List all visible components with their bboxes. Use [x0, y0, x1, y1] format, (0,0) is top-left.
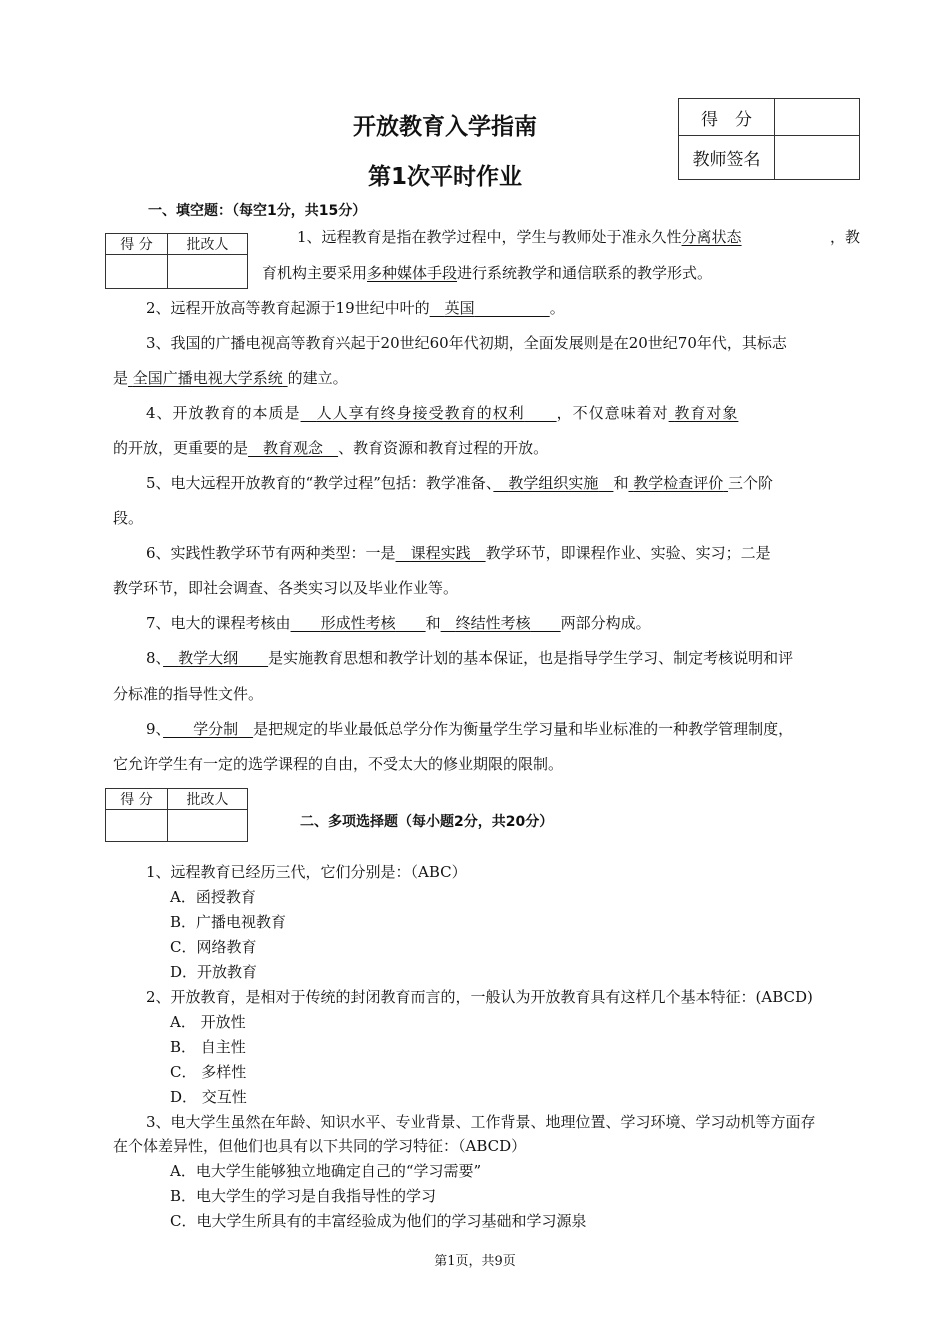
answer-blank: 教育对象 — [674, 404, 739, 422]
q6-line-b: 教学环节，即社会调查、各类实习以及毕业作业等。 — [113, 579, 459, 597]
doc-title: 开放教育入学指南 — [353, 114, 537, 140]
q3-line-a: 3、我国的广播电视高等教育兴起于20世纪60年代初期，全面发展则是在20世纪70年代，其标志 — [146, 334, 787, 352]
mc-q1-option-d: D．开放教育 — [170, 963, 258, 981]
mc-q2-option-b: B． 自主性 — [170, 1038, 246, 1056]
answer-blank: 全国广播电视大学系统 — [132, 369, 283, 387]
teacher-sign-cell[interactable] — [775, 136, 860, 180]
mc-q3-stem-a: 3、电大学生虽然在年龄、知识水平、专业背景、工作背景、地理位置、学习环境、学习动机等方面存 — [146, 1113, 816, 1131]
section1-heading: 一、填空题：（每空1分，共15分） — [148, 203, 367, 219]
grader-box-1 — [105, 233, 248, 289]
q9-line-a: 9、 学分制 是把规定的毕业最低总学分作为衡量学生学习量和毕业标准的一种教学管理制度， — [146, 720, 794, 738]
grader-cell[interactable] — [168, 810, 248, 842]
q5-line-b: 段。 — [113, 509, 144, 527]
answer-blank: 课程实践 — [410, 544, 471, 562]
answer-blank: 教育观念 — [263, 439, 324, 457]
grader-label: 批改人 — [168, 789, 248, 810]
mc-q1-stem: 1、远程教育已经历三代，它们分别是：（ABC） — [146, 863, 467, 881]
mc-q2-option-c: C． 多样性 — [170, 1063, 247, 1081]
mc-q2-option-d: D． 交互性 — [170, 1088, 247, 1106]
answer-blank: 形成性考核 — [320, 614, 396, 632]
page-footer: 第1页，共9页 — [434, 1254, 516, 1269]
answer-blank: 多种媒体手段 — [367, 264, 458, 282]
answer-blank: 人人享有终身接受教育的权利 — [316, 404, 525, 422]
q1-line-b: 育机构主要采用多种媒体手段进行系统教学和通信联系的教学形式。 — [262, 264, 713, 282]
grader-box-2 — [105, 788, 248, 842]
q2-line: 2、远程开放高等教育起源于19世纪中叶的 英国 。 — [146, 299, 565, 317]
doc-subtitle: 第1次平时作业 — [367, 164, 522, 190]
mc-q2-stem: 2、开放教育，是相对于传统的封闭教育而言的，一般认为开放教育具有这样几个基本特征：(ABCD) — [146, 988, 813, 1006]
score-label: 得 分 — [679, 99, 775, 136]
q9-line-b: 它允许学生有一定的选学课程的自由，不受太大的修业期限的限制。 — [113, 755, 564, 773]
q8-line-b: 分标准的指导性文件。 — [113, 685, 264, 703]
grader-label: 批改人 — [168, 234, 248, 255]
teacher-sign-label: 教师签名 — [679, 136, 775, 180]
q6-line-a: 6、实践性教学环节有两种类型：一是 课程实践 教学环节，即课程作业、实验、实习；二是 — [146, 544, 771, 562]
grader-score-label: 得 分 — [106, 234, 168, 255]
grader-score-label: 得 分 — [106, 789, 168, 810]
grader-score-cell[interactable] — [106, 255, 168, 289]
mc-q3-option-c: C．电大学生所具有的丰富经验成为他们的学习基础和学习源泉 — [170, 1212, 587, 1230]
answer-blank: 教学检查评价 — [633, 474, 724, 492]
score-cell[interactable] — [775, 99, 860, 136]
q1-line-a: 1、远程教育是指在教学过程中，学生与教师处于准永久性分离状态 ，教 — [297, 228, 860, 246]
q5-line-a: 5、电大远程开放教育的“教学过程”包括：教学准备、 教学组织实施 和 教学检查评价 三个阶 — [146, 474, 774, 492]
answer-blank: 教学大纲 — [178, 649, 239, 667]
answer-blank: 分离状态 — [681, 228, 742, 246]
mc-q1-option-b: B．广播电视教育 — [170, 913, 287, 931]
answer-blank: 教学组织实施 — [508, 474, 599, 492]
grader-score-cell[interactable] — [106, 810, 168, 842]
mc-q3-stem-b: 在个体差异性，但他们也具有以下共同的学习特征：（ABCD） — [113, 1137, 527, 1155]
q4-line-b: 的开放，更重要的是 教育观念 、教育资源和教育过程的开放。 — [113, 439, 549, 457]
mc-q3-option-b: B．电大学生的学习是自我指导性的学习 — [170, 1187, 437, 1205]
mc-q3-option-a: A．电大学生能够独立地确定自己的“学习需要” — [170, 1162, 482, 1180]
q4-line-a: 4、开放教育的本质是 人人享有终身接受教育的权利 ，不仅意味着对 教育对象 — [146, 404, 739, 422]
mc-q1-option-c: C．网络教育 — [170, 938, 257, 956]
answer-blank: 学分制 — [193, 720, 239, 738]
grader-cell[interactable] — [168, 255, 248, 289]
q7-line: 7、电大的课程考核由 形成性考核 和 终结性考核 两部分构成。 — [146, 614, 651, 632]
section2-heading: 二、多项选择题（每小题2分，共20分） — [300, 814, 554, 830]
q3-line-b: 是 全国广播电视大学系统 的建立。 — [113, 369, 348, 387]
answer-blank: 终结性考核 — [455, 614, 531, 632]
q8-line-a: 8、 教学大纲 是实施教育思想和教学计划的基本保证，也是指导学生学习、制定考核说明和评 — [146, 649, 794, 667]
score-box — [678, 98, 860, 180]
answer-blank: 英国 — [444, 299, 475, 317]
mc-q2-option-a: A． 开放性 — [170, 1013, 246, 1031]
mc-q1-option-a: A．函授教育 — [170, 888, 256, 906]
